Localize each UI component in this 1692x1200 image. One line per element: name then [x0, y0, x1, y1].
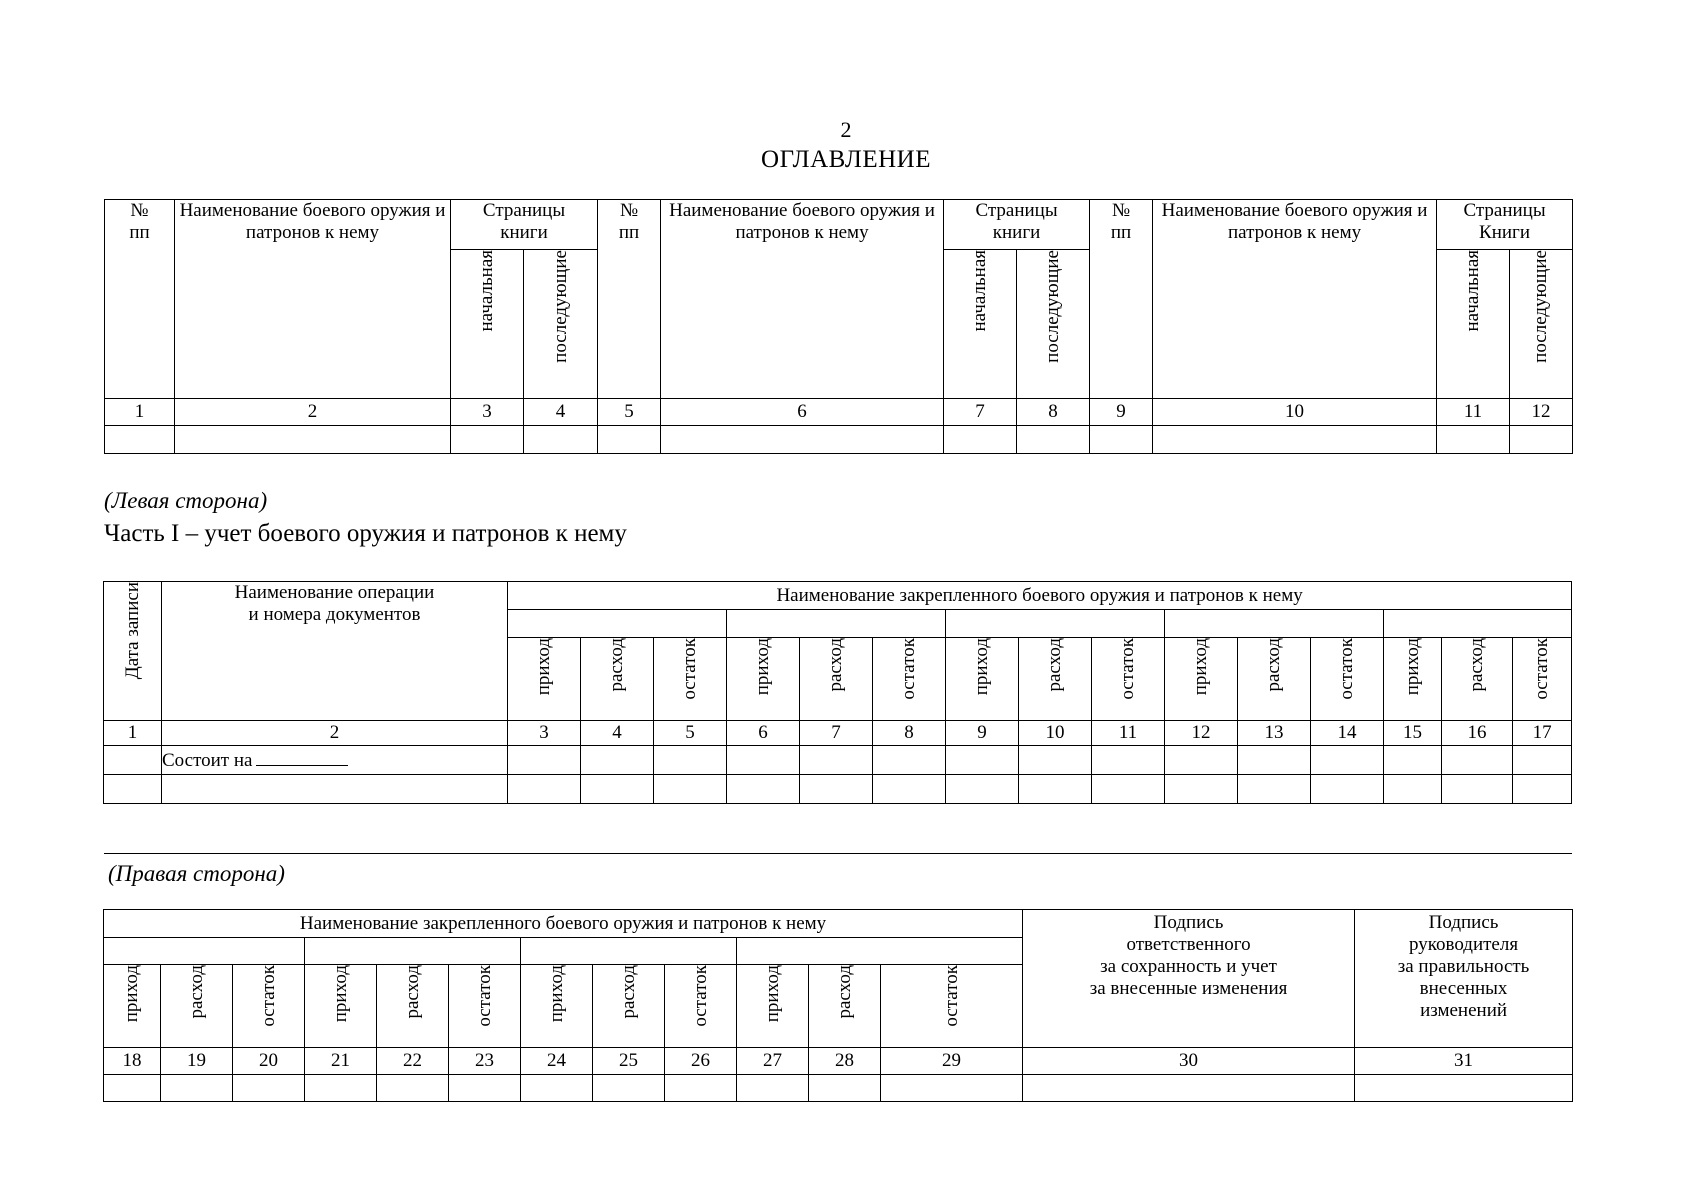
right-header-rest: остаток [449, 965, 521, 1048]
right-col-number: 29 [881, 1048, 1023, 1075]
left-header-out: расход [581, 638, 654, 721]
left-col-number: 11 [1092, 721, 1165, 746]
right-header-out: расход [809, 965, 881, 1048]
table-cell[interactable] [581, 775, 654, 804]
table-cell[interactable] [593, 1075, 665, 1102]
left-header-in: приход [1165, 638, 1238, 721]
table-cell[interactable] [105, 426, 175, 454]
table-cell[interactable] [524, 426, 598, 454]
table-cell[interactable] [305, 1075, 377, 1102]
left-col-number: 3 [508, 721, 581, 746]
table-cell[interactable] [1023, 1075, 1355, 1102]
right-header-out: расход [377, 965, 449, 1048]
table-cell[interactable] [654, 746, 727, 775]
left-subgroup [508, 610, 727, 638]
toc-number-row [105, 399, 1573, 426]
table-cell[interactable] [233, 1075, 305, 1102]
left-header-operation: Наименование операции и номера документов [162, 582, 508, 721]
right-header-rest: остаток [665, 965, 737, 1048]
left-header-rest: остаток [1513, 638, 1572, 721]
right-col-number: 19 [161, 1048, 233, 1075]
table-cell[interactable] [661, 426, 944, 454]
right-row-empty [104, 1075, 1573, 1102]
left-header-out: расход [800, 638, 873, 721]
right-col-number: 30 [1023, 1048, 1355, 1075]
left-col-number: 12 [1165, 721, 1238, 746]
left-subgroup [727, 610, 946, 638]
table-cell[interactable] [161, 1075, 233, 1102]
left-header-in: приход [727, 638, 800, 721]
table-cell[interactable] [727, 746, 800, 775]
table-cell[interactable] [809, 1075, 881, 1102]
table-cell[interactable] [1019, 775, 1092, 804]
table-cell[interactable] [946, 775, 1019, 804]
table-cell[interactable] [1513, 746, 1572, 775]
toc-header-start-2: начальная [944, 250, 1017, 399]
left-col-number: 6 [727, 721, 800, 746]
left-header-out: расход [1238, 638, 1311, 721]
table-cell[interactable] [104, 1075, 161, 1102]
toc-col-number: 4 [524, 399, 598, 426]
right-col-number: 21 [305, 1048, 377, 1075]
table-cell[interactable] [873, 746, 946, 775]
right-col-number: 22 [377, 1048, 449, 1075]
left-col-number: 15 [1384, 721, 1442, 746]
toc-col-number: 9 [1090, 399, 1153, 426]
left-header-out: расход [1019, 638, 1092, 721]
toc-header-next-2: последующие [1017, 250, 1090, 399]
left-header-in: приход [1384, 638, 1442, 721]
right-col-number: 26 [665, 1048, 737, 1075]
right-col-number: 28 [809, 1048, 881, 1075]
left-number-row [104, 721, 1572, 746]
toc-col-number: 11 [1437, 399, 1510, 426]
toc-table [104, 199, 1573, 454]
toc-col-number: 12 [1510, 399, 1573, 426]
toc-header-start-1: начальная [451, 250, 524, 399]
table-cell[interactable] [1165, 746, 1238, 775]
left-col-number: 4 [581, 721, 654, 746]
table-cell[interactable] [654, 775, 727, 804]
table-cell[interactable] [1442, 775, 1513, 804]
left-subgroup [1384, 610, 1572, 638]
right-header-rest: остаток [881, 965, 1023, 1048]
left-col-number: 2 [162, 721, 508, 746]
right-subgroup [521, 938, 737, 965]
toc-header-start-3: начальная [1437, 250, 1510, 399]
right-subgroup [305, 938, 521, 965]
right-col-number: 24 [521, 1048, 593, 1075]
right-col-number: 20 [233, 1048, 305, 1075]
toc-col-number: 10 [1153, 399, 1437, 426]
toc-header-name-2: Наименование боевого оружия и патронов к нему [661, 200, 944, 399]
toc-header-no-1: № пп [105, 200, 175, 399]
table-cell[interactable] [727, 775, 800, 804]
right-number-row [104, 1048, 1573, 1075]
cut-line [104, 853, 1572, 854]
toc-header-name-1: Наименование боевого оружия и патронов к нему [175, 200, 451, 399]
table-cell[interactable] [104, 775, 162, 804]
table-cell[interactable] [1442, 746, 1513, 775]
right-header-in: приход [521, 965, 593, 1048]
left-col-number: 5 [654, 721, 727, 746]
right-header-in: приход [305, 965, 377, 1048]
right-col-number: 31 [1355, 1048, 1573, 1075]
left-col-number: 17 [1513, 721, 1572, 746]
toc-header-no-3: № пп [1090, 200, 1153, 399]
table-cell[interactable] [1092, 746, 1165, 775]
right-col-number: 18 [104, 1048, 161, 1075]
table-cell[interactable] [1513, 775, 1572, 804]
toc-col-number: 2 [175, 399, 451, 426]
toc-header-name-3: Наименование боевого оружия и патронов к нему [1153, 200, 1437, 399]
right-header-group: Наименование закрепленного боевого оружия и патронов к нему [104, 910, 1023, 938]
left-col-number: 9 [946, 721, 1019, 746]
left-header-in: приход [946, 638, 1019, 721]
left-row-status [104, 746, 1572, 775]
left-col-number: 10 [1019, 721, 1092, 746]
table-cell[interactable] [377, 1075, 449, 1102]
blank-line [256, 749, 348, 766]
table-cell[interactable] [449, 1075, 521, 1102]
left-header-out: расход [1442, 638, 1513, 721]
table-cell[interactable] [1384, 746, 1442, 775]
table-cell[interactable] [946, 746, 1019, 775]
left-header-group: Наименование закрепленного боевого оружия и патронов к нему [508, 582, 1572, 610]
table-cell[interactable] [1019, 746, 1092, 775]
table-cell[interactable] [1510, 426, 1573, 454]
right-header-in: приход [737, 965, 809, 1048]
page-number: 2 [840, 117, 852, 142]
right-side-table [103, 909, 1573, 1102]
left-col-number: 16 [1442, 721, 1513, 746]
toc-header-next-1: последующие [524, 250, 598, 399]
toc-col-number: 8 [1017, 399, 1090, 426]
left-header-date: Дата записи [104, 582, 162, 721]
right-subgroup [104, 938, 305, 965]
table-cell[interactable] [1090, 426, 1153, 454]
table-cell[interactable] [1092, 775, 1165, 804]
table-cell[interactable] [1311, 746, 1384, 775]
table-cell[interactable] [598, 426, 661, 454]
left-col-number: 13 [1238, 721, 1311, 746]
left-subgroup [1165, 610, 1384, 638]
table-cell[interactable] [881, 1075, 1023, 1102]
left-header-rest: остаток [873, 638, 946, 721]
right-header-rest: остаток [233, 965, 305, 1048]
right-side-label: (Правая сторона) [108, 861, 285, 886]
left-col-number: 14 [1311, 721, 1384, 746]
table-cell[interactable] [665, 1075, 737, 1102]
table-cell[interactable] [162, 775, 508, 804]
table-cell[interactable] [737, 1075, 809, 1102]
table-cell[interactable] [1384, 775, 1442, 804]
toc-col-number: 1 [105, 399, 175, 426]
table-cell[interactable] [1165, 775, 1238, 804]
table-cell[interactable] [521, 1075, 593, 1102]
right-header-out: расход [593, 965, 665, 1048]
table-cell[interactable] [1355, 1075, 1573, 1102]
toc-empty-row [105, 426, 1573, 454]
table-cell[interactable] [451, 426, 524, 454]
toc-header-next-3: последующие [1510, 250, 1573, 399]
toc-col-number: 6 [661, 399, 944, 426]
left-col-number: 1 [104, 721, 162, 746]
part-title: Часть I – учет боевого оружия и патронов к нему [104, 520, 627, 547]
left-header-rest: остаток [1311, 638, 1384, 721]
left-side-table [103, 581, 1572, 804]
table-cell[interactable] [800, 746, 873, 775]
document-title: ОГЛАВЛЕНИЕ [761, 146, 931, 173]
table-cell[interactable] [944, 426, 1017, 454]
table-cell[interactable] [1153, 426, 1437, 454]
right-subgroup [737, 938, 1023, 965]
left-side-label: (Левая сторона) [104, 488, 268, 513]
toc-header-no-2: № пп [598, 200, 661, 399]
table-cell[interactable] [1017, 426, 1090, 454]
toc-col-number: 7 [944, 399, 1017, 426]
table-cell[interactable] [800, 775, 873, 804]
right-col-number: 27 [737, 1048, 809, 1075]
table-cell[interactable] [873, 775, 946, 804]
table-cell[interactable] [508, 746, 581, 775]
table-cell[interactable] [1238, 775, 1311, 804]
table-cell[interactable] [1311, 775, 1384, 804]
table-cell[interactable] [1238, 746, 1311, 775]
left-header-in: приход [508, 638, 581, 721]
right-header-sign-responsible: Подпись ответственного за сохранность и учет за внесенные изменения [1023, 910, 1355, 1048]
toc-header-pages-1: Страницы книги [451, 200, 598, 250]
toc-col-number: 3 [451, 399, 524, 426]
table-cell[interactable] [104, 746, 162, 775]
toc-header-pages-2: Страницы книги [944, 200, 1090, 250]
left-col-number: 8 [873, 721, 946, 746]
toc-header-pages-3: Страницы Книги [1437, 200, 1573, 250]
right-header-in: приход [104, 965, 161, 1048]
table-cell[interactable] [508, 775, 581, 804]
right-col-number: 23 [449, 1048, 521, 1075]
left-row-empty [104, 775, 1572, 804]
table-cell[interactable] [581, 746, 654, 775]
toc-col-number: 5 [598, 399, 661, 426]
status-row-cell[interactable] [162, 746, 508, 775]
table-cell[interactable] [1437, 426, 1510, 454]
status-row-text: Состоит на [162, 749, 253, 771]
left-subgroup [946, 610, 1165, 638]
right-header-out: расход [161, 965, 233, 1048]
right-header-sign-head: Подпись руководителя за правильность внесенных изменений [1355, 910, 1573, 1048]
right-col-number: 25 [593, 1048, 665, 1075]
left-col-number: 7 [800, 721, 873, 746]
table-cell[interactable] [175, 426, 451, 454]
left-header-rest: остаток [654, 638, 727, 721]
left-header-rest: остаток [1092, 638, 1165, 721]
